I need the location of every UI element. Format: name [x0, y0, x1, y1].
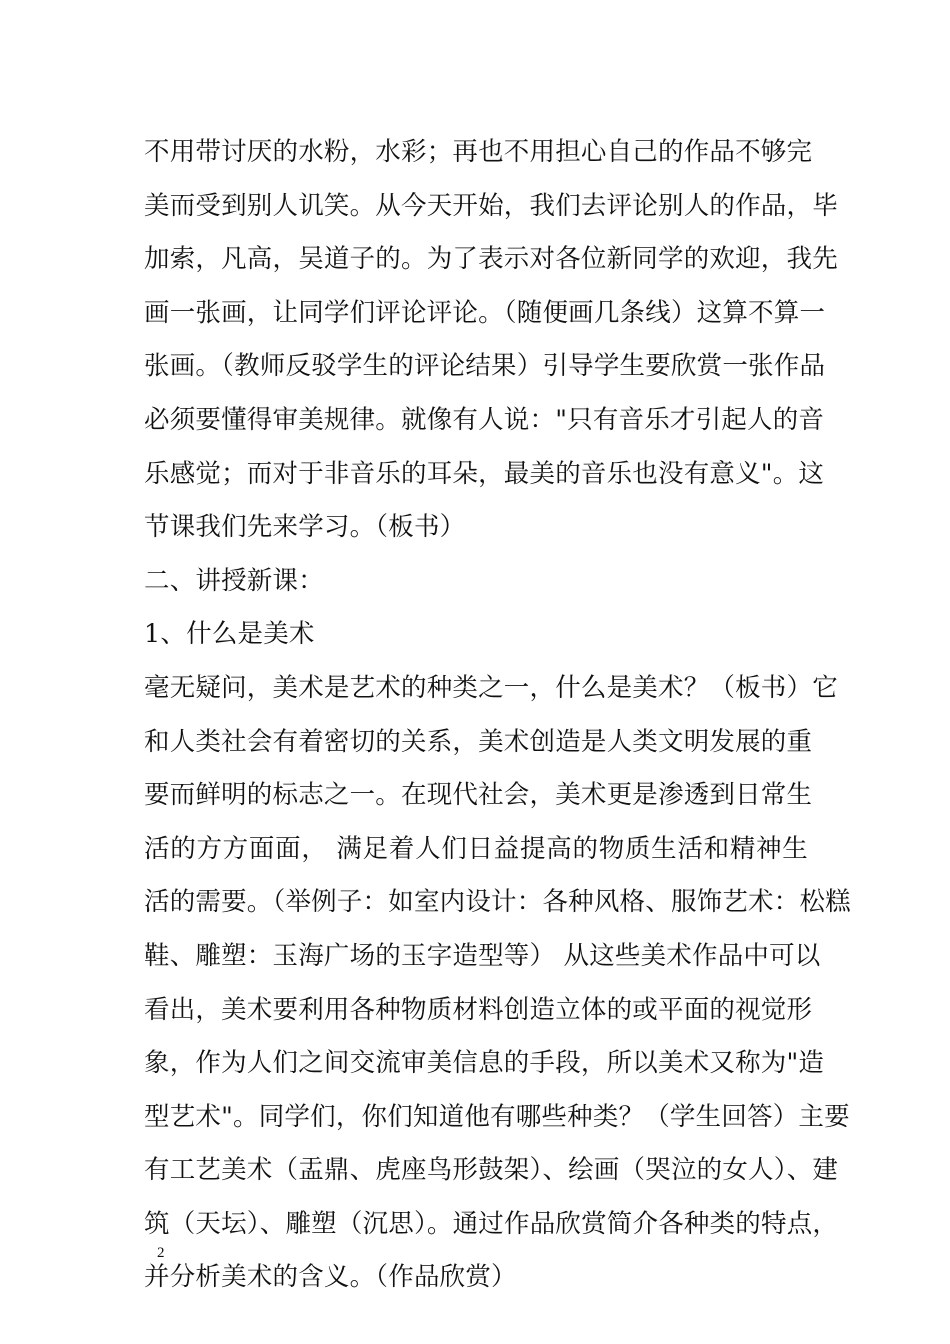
subsection-heading: 1、什么是美术 [144, 619, 315, 650]
section-heading: 二、讲授新课： [144, 565, 324, 596]
text-line-6: 必须要懂得审美规律。就像有人说："只有音乐才引起人的音 [144, 404, 825, 435]
text-line-8: 节课我们先来学习。（板书） [144, 512, 466, 543]
text-line-20: 有工艺美术（盂鼎、虎座鸟形鼓架）、绘画（哭泣的女人）、建 [144, 1155, 839, 1186]
text-line-1: 不用带讨厌的水粉，水彩；再也不用担心自己的作品不够完 [144, 137, 813, 167]
text-line-15: 活的需要。（举例子：如室内设计：各种风格、服饰艺术：松糕 [144, 887, 851, 918]
page-number: 2 [157, 1245, 165, 1261]
body-text [144, 126, 851, 1305]
text-line-17: 看出，美术要利用各种物质材料创造立体的或平面的视觉形 [144, 994, 813, 1025]
text-line-22: 并分析美术的含义。（作品欣赏） [144, 1262, 517, 1293]
text-line-2: 美而受到别人讥笑。从今天开始，我们去评论别人的作品，毕 [144, 190, 838, 221]
text-line-18: 象，作为人们之间交流审美信息的手段，所以美术又称为"造 [144, 1048, 825, 1079]
text-line-16: 鞋、雕塑：玉海广场的玉字造型等） 从这些美术作品中可以 [144, 940, 821, 971]
text-line-19: 型艺术"。同学们，你们知道他有哪些种类？（学生回答）主要 [144, 1101, 850, 1132]
text-line-3: 加索，凡高，吴道子的。为了表示对各位新同学的欢迎，我先 [144, 244, 838, 275]
text-line-21: 筑（天坛）、雕塑（沉思）。通过作品欣赏简介各种类的特点， [144, 1208, 839, 1239]
text-line-12: 和人类社会有着密切的关系，美术创造是人类文明发展的重 [144, 726, 813, 757]
text-line-4: 画一张画，让同学们评论评论。（随便画几条线）这算不算一 [144, 297, 826, 328]
text-line-13: 要而鲜明的标志之一。在现代社会，美术更是渗透到日常生 [144, 780, 813, 811]
text-line-14: 活的方方面面， 满足着人们日益提高的物质生活和精神生 [144, 833, 808, 864]
text-line-7: 乐感觉；而对于非音乐的耳朵，最美的音乐也没有意义"。这 [144, 458, 825, 489]
text-line-11: 毫无疑问，美术是艺术的种类之一，什么是美术？（板书）它 [144, 672, 838, 703]
text-line-5: 张画。（教师反驳学生的评论结果）引导学生要欣赏一张作品 [144, 351, 826, 382]
